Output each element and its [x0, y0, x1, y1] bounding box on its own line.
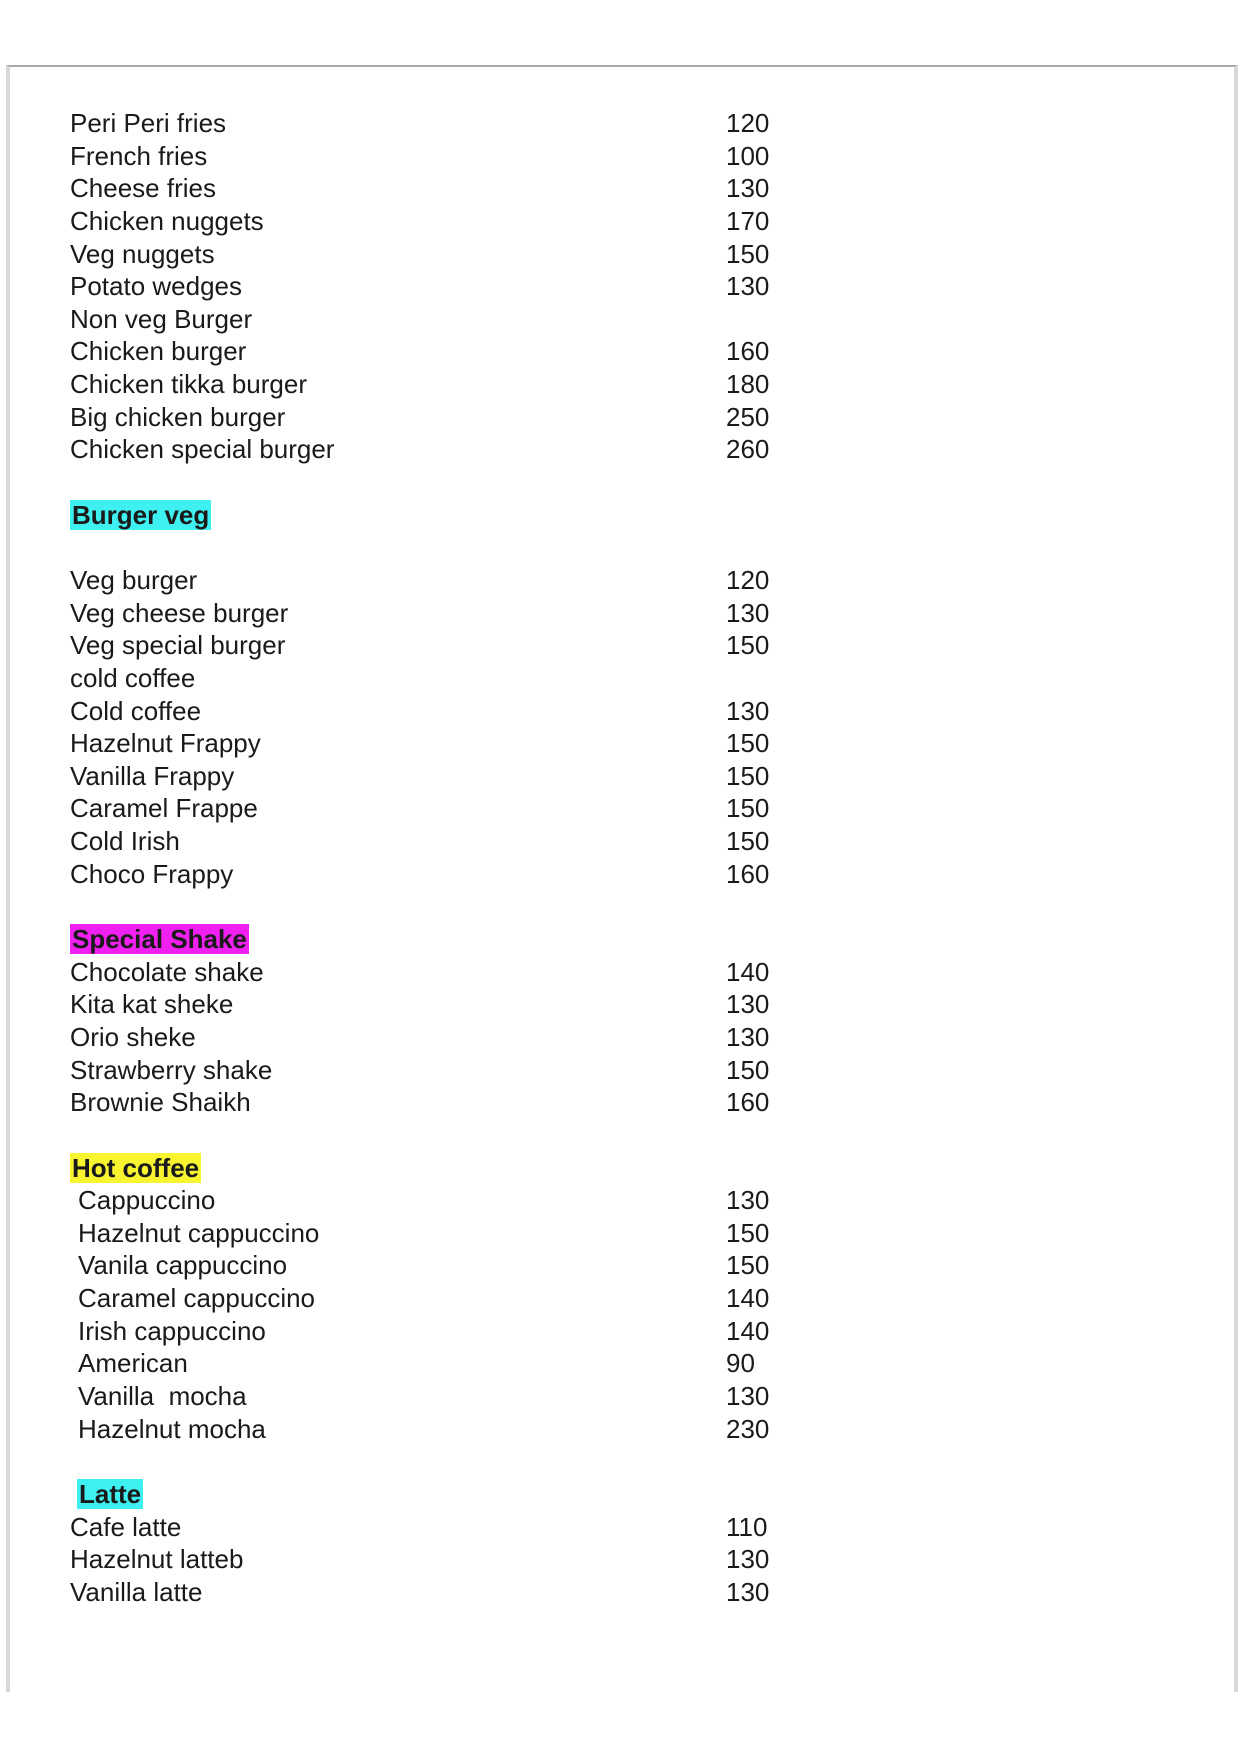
- section-header: [70, 499, 830, 532]
- menu-item: [70, 140, 830, 173]
- menu-item: [70, 858, 830, 891]
- menu-item: [70, 1282, 830, 1315]
- item-name: Caramel Frappe: [70, 793, 258, 824]
- section-header: [70, 1478, 830, 1511]
- item-name: Strawberry shake: [70, 1054, 273, 1085]
- item-price: 150: [726, 1217, 770, 1248]
- item-price: 140: [726, 956, 770, 987]
- section-hot-coffee: [70, 1152, 830, 1446]
- item-price: 130: [726, 1021, 770, 1052]
- item-price: 140: [726, 1283, 770, 1314]
- section-title: Special Shake: [72, 924, 247, 955]
- item-price: 160: [726, 1087, 770, 1118]
- menu-item: [70, 1347, 830, 1380]
- item-name: Chicken tikka burger: [70, 369, 307, 400]
- menu-item: [70, 270, 830, 303]
- item-price: 150: [726, 1250, 770, 1281]
- menu-item: [70, 335, 830, 368]
- item-name: Orio sheke: [70, 1021, 196, 1052]
- menu-item: [70, 107, 830, 140]
- item-price: 120: [726, 108, 770, 138]
- menu-list: [70, 107, 830, 1608]
- item-price: 260: [726, 434, 770, 465]
- item-name: Cheese fries: [70, 173, 216, 204]
- menu-item: [70, 727, 830, 760]
- item-name: American: [78, 1348, 188, 1379]
- item-price: 130: [726, 597, 770, 628]
- menu-item: [70, 1217, 830, 1250]
- menu-item: [70, 629, 830, 662]
- item-name: French fries: [70, 140, 208, 171]
- menu-item: [70, 172, 830, 205]
- section-title: Burger veg: [72, 499, 210, 530]
- item-price: 130: [726, 173, 770, 204]
- menu-item: [70, 792, 830, 825]
- item-price: 130: [726, 1380, 770, 1411]
- item-price: 90: [726, 1348, 755, 1379]
- item-name: Vanilla latte: [70, 1576, 203, 1607]
- menu-page: [6, 65, 1238, 1692]
- menu-item: [70, 988, 830, 1021]
- menu-item: [70, 238, 830, 271]
- item-price: 250: [726, 401, 770, 432]
- item-name: Cappuccino: [78, 1185, 216, 1216]
- item-name: Hazelnut cappuccino: [78, 1217, 320, 1248]
- menu-item: [70, 662, 830, 695]
- item-name: Veg cheese burger: [70, 597, 289, 628]
- item-price: 130: [726, 271, 770, 302]
- item-price: 170: [726, 205, 770, 236]
- menu-item: [70, 368, 830, 401]
- item-price: 130: [726, 695, 770, 726]
- item-price: 110: [726, 1511, 768, 1542]
- section-header: [70, 923, 830, 956]
- menu-item: [70, 760, 830, 793]
- menu-item: [70, 956, 830, 989]
- menu-item: [70, 1315, 830, 1348]
- item-name: Veg nuggets: [70, 238, 215, 269]
- item-name: Veg burger: [70, 564, 198, 595]
- section-header: [70, 1152, 830, 1185]
- item-price: 130: [726, 1185, 770, 1216]
- section-title: Hot coffee: [72, 1152, 200, 1183]
- section-burger-veg: [70, 499, 830, 891]
- item-name: Vanila cappuccino: [78, 1250, 288, 1281]
- item-price: 150: [726, 1054, 770, 1085]
- item-name: Chicken special burger: [70, 434, 335, 465]
- menu-item: [70, 205, 830, 238]
- section-special-shake: [70, 923, 830, 1119]
- item-name: Hazelnut Frappy: [70, 728, 261, 759]
- menu-item: [70, 695, 830, 728]
- section-snacks: [70, 107, 830, 466]
- item-price: 150: [726, 728, 770, 759]
- menu-item: [70, 1054, 830, 1087]
- item-price: 150: [726, 630, 770, 661]
- item-name: Non veg Burger: [70, 303, 253, 334]
- item-price: 160: [726, 858, 770, 889]
- item-price: 160: [726, 336, 770, 367]
- item-price: 120: [726, 564, 770, 595]
- item-name: Caramel cappuccino: [78, 1283, 316, 1314]
- item-price: 130: [726, 1544, 770, 1575]
- menu-item: [70, 433, 830, 466]
- menu-item: [70, 825, 830, 858]
- item-price: 150: [726, 793, 770, 824]
- item-name: Potato wedges: [70, 271, 243, 302]
- item-name: Cold Irish: [70, 826, 180, 857]
- item-name: Brownie Shaikh: [70, 1087, 251, 1118]
- item-price: 130: [726, 1576, 770, 1607]
- menu-item: [70, 1021, 830, 1054]
- item-name: Hazelnut mocha: [78, 1413, 266, 1444]
- item-name: Irish cappuccino: [78, 1315, 266, 1346]
- item-name: Chicken nuggets: [70, 205, 264, 236]
- menu-item: [70, 1249, 830, 1282]
- section-latte: [70, 1478, 830, 1609]
- item-price: 150: [726, 238, 770, 269]
- item-price: 140: [726, 1315, 770, 1346]
- menu-item: [70, 597, 830, 630]
- item-price: 180: [726, 369, 770, 400]
- item-name: Chicken burger: [70, 336, 247, 367]
- item-price: 230: [726, 1413, 770, 1444]
- menu-item: [70, 1543, 830, 1576]
- item-price: 150: [726, 760, 770, 791]
- menu-item: [70, 1413, 830, 1446]
- menu-item: [70, 1511, 830, 1544]
- menu-item: [70, 401, 830, 434]
- menu-item: [70, 1086, 830, 1119]
- menu-item: [70, 1576, 830, 1609]
- item-name: Choco Frappy: [70, 858, 234, 889]
- item-name: Vanilla Frappy: [70, 760, 235, 791]
- item-price: 150: [726, 826, 770, 857]
- menu-item: [70, 1184, 830, 1217]
- item-name: Big chicken burger: [70, 401, 286, 432]
- item-name: Cafe latte: [70, 1511, 182, 1542]
- item-name: Peri Peri fries: [70, 108, 227, 138]
- item-name: Veg special burger: [70, 630, 286, 661]
- item-price: 100: [726, 140, 770, 171]
- item-name: Vanilla mocha: [78, 1380, 247, 1411]
- section-title: Latte: [79, 1478, 142, 1509]
- item-name: Cold coffee: [70, 695, 202, 726]
- item-name: cold coffee: [70, 662, 196, 693]
- menu-item: [70, 564, 830, 597]
- menu-item: [70, 303, 830, 336]
- item-name: Hazelnut latteb: [70, 1544, 244, 1575]
- item-name: Kita kat sheke: [70, 989, 234, 1020]
- item-price: 130: [726, 989, 770, 1020]
- item-name: Chocolate shake: [70, 956, 264, 987]
- menu-item: [70, 1380, 830, 1413]
